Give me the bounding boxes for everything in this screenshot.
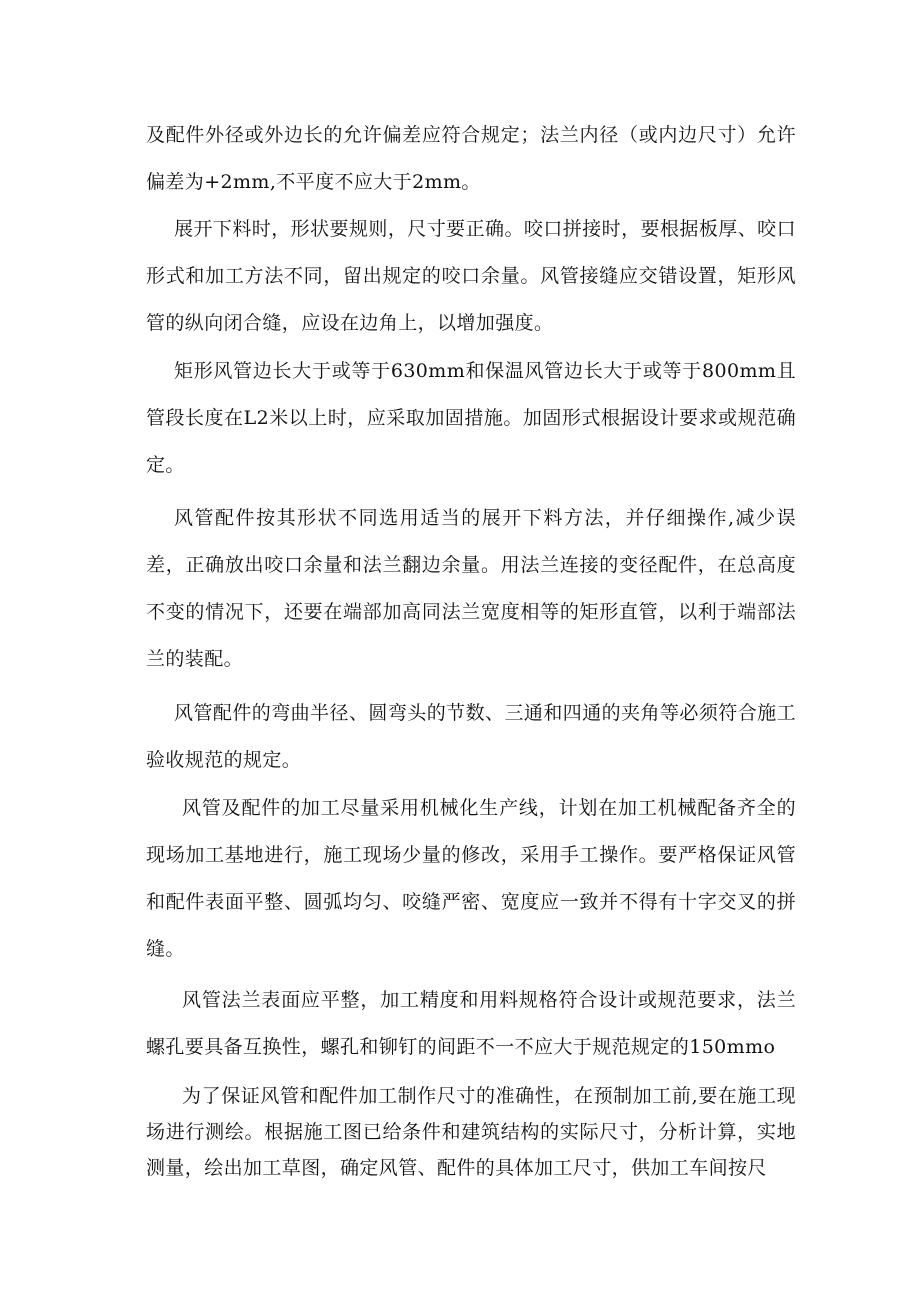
paragraph-8: 为了保证风管和配件加工制作尺寸的准确性，在预制加工前,要在施工现场进行测绘。根据施工图已给条件和建筑结构的实际尺寸，分析计算，实地测量，绘出加工草图，确定风管、配件的具体加工尺寸，供加工车间按尺: [146, 1085, 796, 1179]
paragraph-2: 展开下料时，形状要规则，尺寸要正确。咬口拼接时，要根据板厚、咬口形式和加工方法不同，留出规定的咬口余量。风管接缝应交错设置，矩形风管的纵向闭合缝，应设在边角上，以增加强度。: [146, 218, 796, 334]
paragraph-3: 矩形风管边长大于或等于630mm和保温风管边长大于或等于800mm且管段长度在L2米以上时，应采取加固措施。加固形式根据设计要求或规范确定。: [146, 360, 796, 476]
paragraph-7: 风管法兰表面应平整，加工精度和用料规格符合设计或规范要求，法兰螺孔要具备互换性，螺孔和铆钉的间距不一不应大于规范规定的150mmo: [146, 989, 796, 1058]
paragraph-5: 风管配件的弯曲半径、圆弯头的节数、三通和四通的夹角等必须符合施工验收规范的规定。: [146, 702, 796, 771]
paragraph-1: 及配件外径或外边长的允许偏差应符合规定；法兰内径（或内边尺寸）允许偏差为+2mm,不平度不应大于2mm。: [146, 124, 796, 193]
paragraph-6: 风管及配件的加工尽量采用机械化生产线，计划在加工机械配备齐全的现场加工基地进行，施工现场少量的修改，采用手工操作。要严格保证风管和配件表面平整、圆弧均匀、咬缝严密、宽度应一致并不得有十字交叉的拼缝。: [146, 797, 796, 960]
paragraph-4: 风管配件按其形状不同选用适当的展开下料方法，并仔细操作,减少误差，正确放出咬口余量和法兰翻边余量。用法兰连接的变径配件，在总高度不变的情况下，还要在端部加高同法兰宽度相等的矩形直管，以利于端部法兰的装配。: [146, 507, 796, 670]
